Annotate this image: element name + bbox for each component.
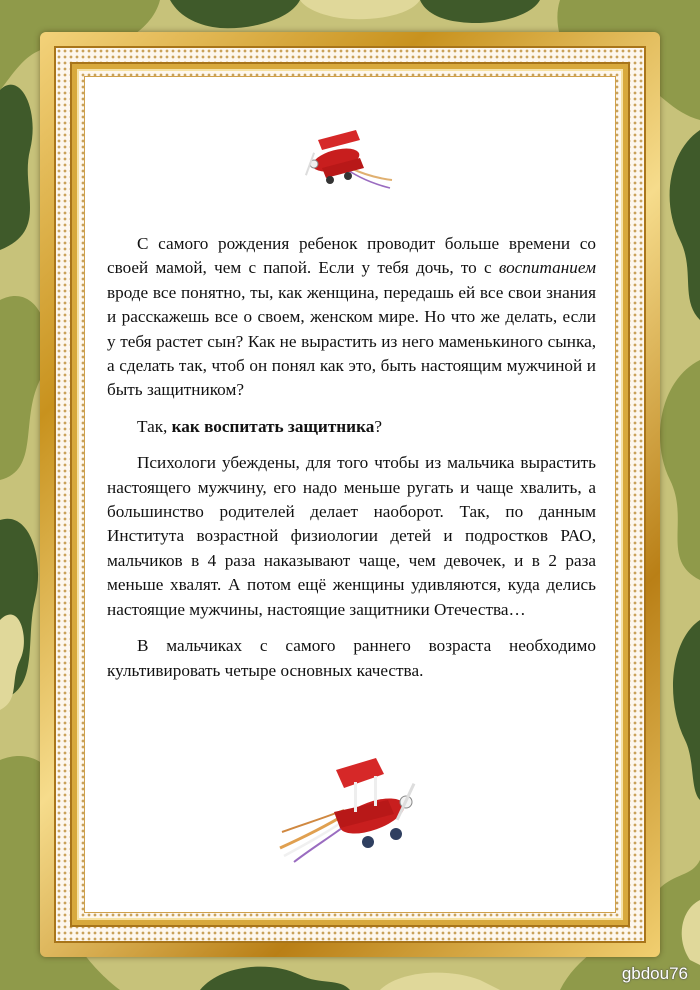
article-text xyxy=(107,232,596,695)
paragraph-3: В мальчиках с самого раннего возраста необходимо культивировать четыре основных качества. xyxy=(107,636,596,680)
question-line xyxy=(107,415,596,439)
paragraph-1-italic: воспитанием xyxy=(498,258,596,278)
paragraph-1 xyxy=(107,232,596,403)
paragraph-2: Психологи убеждены, для того чтобы из мальчика вырастить настоящего мужчину, его надо меньше ругать и чаще хвалить, а большинство родителей делает наоборот. Так, по данным Института возрастной физиологии детей и подростков РАО, мальчиков в 4 раза наказывают чаще, чем девочек, и в 2 раза меньше хвалят. А потом ещё женщины удивляются, куда делись настоящие мужчины, настоящие защитники Отечества… xyxy=(107,453,596,619)
paragraph-1-part-a: С самого рождения ребенок проводит больше времени со своей мамой, чем с папой. Если у тебя дочь, то с xyxy=(107,234,596,278)
question-prefix: Так, xyxy=(137,416,172,436)
question-bold: как воспитать защитника xyxy=(171,416,375,436)
red-toy-biplane-icon xyxy=(276,752,432,864)
paragraph-1-part-b: вроде все понятно, ты, как женщина, передашь ей все свои знания и расскажешь все о своем, женском мире. Но что же делать, если у тебя растет сын? Как не вырастить из него маменькиного сынка, а сделать так, чтоб он понял как это, быть настоящим мужчиной и быть защитником? xyxy=(107,282,596,400)
watermark: gbdou76 xyxy=(621,964,688,983)
question-suffix: ? xyxy=(374,416,382,436)
red-toy-biplane-icon xyxy=(300,122,396,194)
